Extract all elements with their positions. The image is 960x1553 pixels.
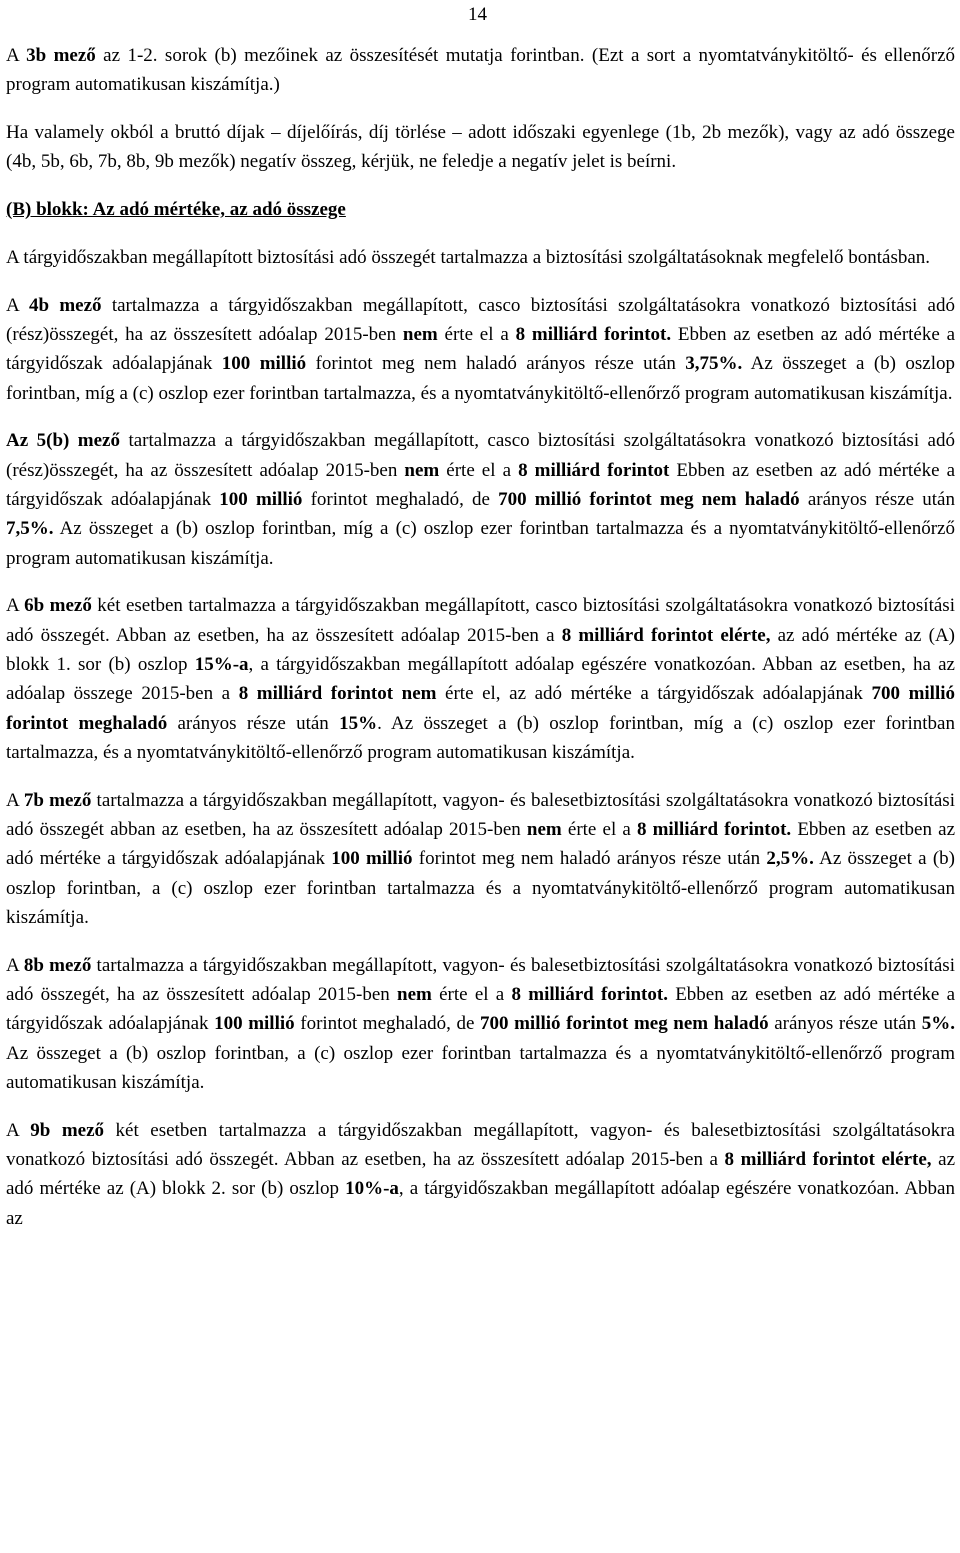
paragraph (6, 41, 955, 100)
text-run: Az összeget a (b) oszlop forintban, a (c) oszlop ezer forintban tartalmazza és a nyomtatványkitöltő-ellenőrző program automatikusan kiszámítja. (6, 848, 955, 928)
text-run: érte el a (437, 324, 516, 346)
bold-text: 700 millió forintot meghaladó (6, 683, 956, 734)
section-heading (6, 195, 955, 224)
bold-text: 15%-a (194, 654, 249, 676)
text-run: arányos része után (799, 489, 955, 511)
text-run: A (6, 789, 24, 811)
paragraph (6, 591, 955, 767)
paragraph (6, 951, 955, 1097)
bold-text: 100 millió (221, 353, 307, 375)
bold-text: 700 millió forintot meg nem haladó (480, 1013, 769, 1035)
text-run: Ebben az esetben az adó mértéke a tárgyidőszak adóalapjának (6, 324, 956, 375)
bold-text: 8 milliárd forintot. (636, 819, 792, 841)
text-run: forintot meghaladó, de (302, 489, 499, 511)
text-run: A (6, 45, 27, 66)
text-run: (B) blokk: Az adó mértéke, az adó összege (6, 199, 346, 221)
bold-text: 100 millió (214, 1013, 295, 1035)
bold-text: 5%. (921, 1013, 956, 1035)
bold-text: 6b mező (24, 595, 92, 617)
bold-text: 7b mező (23, 789, 92, 811)
bold-text: 8 milliárd forintot nem (238, 683, 437, 705)
text-run: az adó mértéke az (A) blokk 1. sor (b) oszlop (6, 624, 955, 676)
text-run: tartalmazza a tárgyidőszakban megállapított, vagyon- és balesetbiztosítási szolgáltatásokra vonatkozó biztosítási adó összegét abban az esetben, ha az összesített adóalap 2015-ben (6, 789, 955, 841)
bold-text: nem (397, 984, 432, 1006)
text-run: A (6, 294, 29, 316)
bold-text: 9b mező (30, 1119, 105, 1141)
bold-text: 2,5%. (766, 848, 814, 870)
text-run: A (6, 1119, 31, 1141)
text-run: , a tárgyidőszakban megállapított adóalap egészére vonatkozóan. Abban az (6, 1178, 955, 1229)
bold-text: 8b mező (23, 954, 92, 976)
text-run: tartalmazza a tárgyidőszakban megállapított, vagyon- és balesetbiztosítási szolgáltatásokra vonatkozó biztosítási adó összegét, ha az összesített adóalap 2015-ben (6, 954, 955, 1006)
text-run: Ebben az esetben az adó mértéke a tárgyidőszak adóalapjának (6, 819, 955, 870)
bold-text: 8 milliárd forintot elérte, (561, 624, 771, 646)
bold-text: 100 millió (219, 489, 303, 511)
bold-text: 8 milliárd forintot. (511, 984, 668, 1006)
paragraph (6, 1116, 955, 1233)
page-number: 14 (468, 4, 487, 25)
text-run: érte el a (439, 459, 519, 481)
bold-text: nem (526, 819, 562, 841)
bold-text: 8 milliárd forintot elérte, (724, 1149, 932, 1170)
text-run: tartalmazza a tárgyidőszakban megállapított, casco biztosítási szolgáltatásokra vonatkozó biztosítási adó (rész)összegét, ha az összesített adóalap 2015-ben (6, 294, 955, 346)
text-run: érte el a (561, 819, 637, 841)
bold-text: 3,75%. (685, 353, 743, 375)
text-run: az 1-2. sorok (b) mezőinek az összesítését mutatja forintban. (Ezt a sort a nyomtatványkitöltő- és ellenőrző program automatikusan kiszámítja.) (6, 45, 955, 96)
paragraph (6, 291, 955, 408)
text-run: Ebben az esetben az adó mértéke a tárgyidőszak adóalapjának (6, 459, 956, 511)
bold-text: 8 milliárd forintot. (515, 324, 672, 346)
bold-text: 700 millió forintot meg nem haladó (498, 489, 800, 511)
text-run: A (6, 595, 25, 617)
bold-text: 7,5%. (6, 518, 54, 540)
paragraph (6, 118, 955, 177)
text-run: két esetben tartalmazza a tárgyidőszakban megállapított, vagyon- és balesetbiztosítási szolgáltatásokra vonatkozó biztosítási adó összegét. Abban az esetben, ha az összesített adóalap 2015-ben a (6, 1119, 955, 1170)
text-run: Ebben az esetben az adó mértéke a tárgyidőszak adóalapjának (6, 984, 955, 1035)
text-run: A (6, 954, 24, 976)
text-run: két esetben tartalmazza a tárgyidőszakban megállapított, casco biztosítási szolgáltatásokra vonatkozó biztosítási adó összegét. Abban az esetben, ha az összesített adóalap 2015-ben a (6, 595, 955, 646)
text-run: Az összeget a (b) oszlop forintban, míg a (c) oszlop ezer forintban tartalmazza, és a nyomtatványkitöltő-ellenőrző program automatikusan kiszámítja. (6, 353, 955, 404)
text-run: arányos része után (768, 1013, 922, 1035)
bold-text: nem (402, 324, 438, 346)
text-run: Ha valamely okból a bruttó díjak – díjelőírás, díj törlése – adott időszaki egyenlege (1b, 2b mezők), vagy az adó összege (4b, 5b, 6b, 7b, 8b, 9b mezők) negatív összeg, kérjük, ne feledje a negatív jelet is beírni. (6, 122, 955, 173)
text-run: forintot meg nem haladó arányos része után (412, 848, 767, 870)
paragraph (6, 786, 955, 932)
text-run: Az összeget a (b) oszlop forintban, míg a (c) oszlop ezer forintban tartalmazza és a nyomtatványkitöltő-ellenőrző program automatikusan kiszámítja. (6, 518, 955, 569)
bold-text: 10%-a (345, 1178, 399, 1200)
text-run: érte el a (431, 984, 512, 1006)
bold-text: 15% (339, 712, 378, 734)
text-run: . Az összeget a (b) oszlop forintban, míg a (c) oszlop ezer forintban tartalmazza, és a nyomtatványkitöltő-ellenőrző program automatikusan kiszámítja. (6, 712, 955, 763)
text-run: tartalmazza a tárgyidőszakban megállapított, casco biztosítási szolgáltatásokra vonatkozó biztosítási adó (rész)összegét, ha az összesített adóalap 2015-ben (6, 430, 955, 481)
bold-text: 8 milliárd forintot (518, 459, 670, 481)
text-run: Az összeget a (b) oszlop forintban, a (c) oszlop ezer forintban tartalmazza és a nyomtatványkitöltő-ellenőrző program automatikusan kiszámítja. (6, 1042, 955, 1093)
bold-text: 3b mező (26, 45, 96, 66)
text-run: A tárgyidőszakban megállapított biztosítási adó összegét tartalmazza a biztosítási szolgáltatásoknak megfelelő bontásban. (6, 246, 931, 268)
text-run: az adó mértéke az (A) blokk 2. sor (b) oszlop (6, 1149, 956, 1200)
paragraph (6, 243, 955, 272)
bold-text: 100 millió (331, 848, 413, 870)
bold-text: nem (404, 459, 440, 481)
text-run: forintot meg nem haladó arányos része után (306, 353, 686, 375)
paragraph (6, 426, 955, 572)
bold-text: 4b mező (28, 294, 102, 316)
document-body (6, 41, 955, 1251)
text-run: , a tárgyidőszakban megállapított adóalap egészére vonatkozóan. Abban az esetben, ha az adóalap összege 2015-ben a (6, 654, 955, 705)
text-run: arányos része után (167, 712, 340, 734)
text-run: érte el, az adó mértéke a tárgyidőszak adóalapjának (436, 683, 872, 705)
text-run: forintot meghaladó, de (294, 1013, 481, 1035)
bold-text: Az 5(b) mező (6, 430, 120, 452)
